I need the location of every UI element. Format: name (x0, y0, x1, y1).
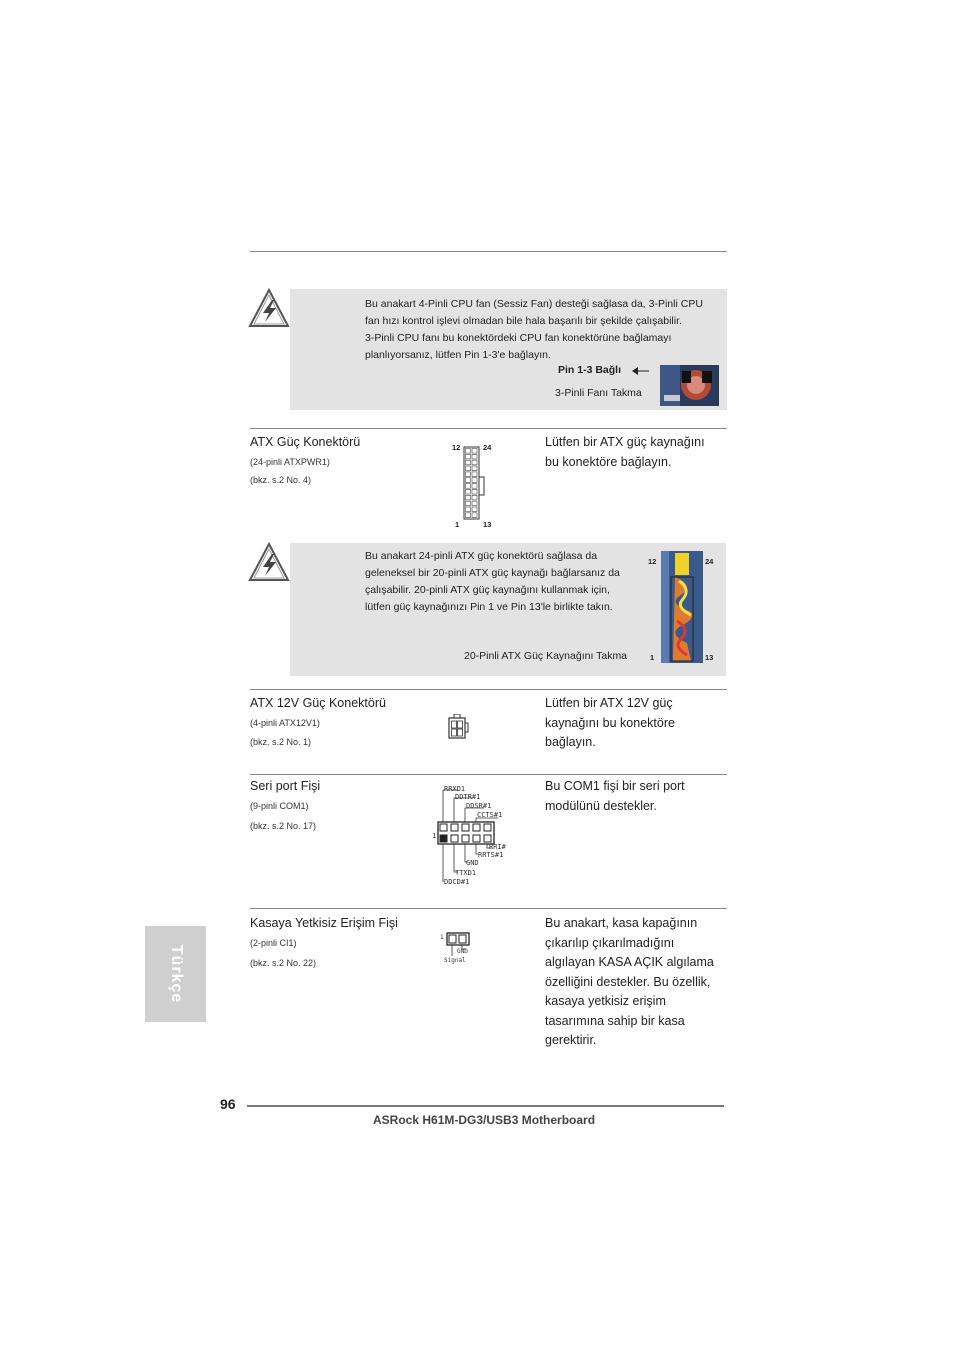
serial-title: Seri port Fişi (250, 779, 321, 793)
pin-label-gnd: GND (457, 948, 468, 955)
atx20-caption: 20-Pinli ATX Güç Kaynağını Takma (464, 650, 628, 662)
language-label: Türkçe (167, 944, 185, 1004)
desc-line: algılayan KASA AÇIK algılama (545, 955, 714, 969)
desc-line: bu konektöre bağlayın. (545, 454, 672, 469)
section-rule (250, 908, 727, 909)
pin-label-gnd: GND (466, 859, 479, 867)
serial-subtitle: (9-pinli COM1) (250, 801, 309, 811)
footer-product-name: ASRock H61M-DG3/USB3 Motherboard (373, 1113, 596, 1127)
desc-line: özelliğini destekler. Bu özellik, (545, 974, 711, 989)
desc-line: Bu anakart, kasa kapağının (545, 916, 698, 930)
note-line: geleneksel bir 20-pinli ATX güç kaynağı bağlarsanız da (365, 567, 620, 579)
pin-label: 24 (705, 557, 714, 566)
desc-line: modülünü destekler. (545, 798, 657, 813)
atx-20pin-photo (661, 551, 703, 663)
desc-line: kasaya yetkisiz erişim (545, 994, 666, 1008)
pin-label: 1 (650, 653, 655, 662)
desc-line: Bu COM1 fişi bir seri port (545, 779, 685, 793)
desc-line: çıkarılıp çıkarılmadığını (545, 935, 675, 950)
section-rule (250, 774, 727, 775)
desc-line: bağlayın. (545, 735, 596, 749)
pin-label-txd: TTXD1 (455, 869, 477, 877)
fan-connector-photo (660, 365, 719, 406)
fan-caption: 3-Pinli Fanı Takma (555, 387, 642, 399)
note-line: çalışabilir. 20-pinli ATX güç kaynağını kullanmak için, (365, 584, 610, 596)
pin-one-label: 1 (432, 832, 437, 840)
pin-label-rxd: RRXD1 (444, 785, 466, 793)
pin-one-label: 1 (440, 934, 444, 941)
chassis-subtitle: (2-pinli CI1) (250, 938, 297, 948)
atx12v-connector-diagram (448, 714, 470, 740)
atx-power-title: ATX Güç Konektörü (250, 435, 361, 449)
pin-label-dsr: DDSR#1 (466, 802, 492, 810)
pin-label: 12 (452, 443, 461, 452)
atx12v-description (545, 694, 675, 753)
pin-connected-label: Pin 1-3 Bağlı (558, 364, 622, 376)
atx-power-reference: (bkz. s.2 No. 4) (250, 475, 312, 485)
desc-line: kaynağını bu konektöre (545, 715, 675, 730)
chassis-description (545, 914, 714, 1051)
atx-power-description (545, 433, 705, 472)
desc-line: gerektirir. (545, 1033, 597, 1047)
pin-label: 12 (648, 557, 657, 566)
section-rule (250, 428, 727, 429)
cpu-fan-note-text (365, 296, 725, 364)
chassis-reference: (bkz. s.2 No. 22) (250, 958, 317, 968)
atx20-note-text (365, 548, 645, 616)
pin-label-dcd: DDCD#1 (444, 878, 470, 886)
chassis-title: Kasaya Yetkisiz Erişim Fişi (250, 916, 398, 930)
serial-description (545, 777, 685, 816)
section-rule (250, 689, 727, 690)
pin-label: 13 (483, 520, 492, 529)
pin-label-signal: Signal (444, 957, 466, 964)
atx12v-subtitle: (4-pinli ATX12V1) (250, 718, 320, 728)
page-number: 96 (220, 1096, 236, 1112)
footer-rule (247, 1105, 724, 1107)
note-line: fan hızı kontrol işlevi olmadan bile hala başarılı bir şekilde çalışabilir. (365, 315, 682, 327)
arrow-left-icon (632, 366, 650, 376)
atx12v-title: ATX 12V Güç Konektörü (250, 696, 386, 710)
atx12v-reference: (bkz. s.2 No. 1) (250, 737, 312, 747)
note-line: Bu anakart 24-pinli ATX güç konektörü sağlasa da (365, 550, 598, 562)
pin-label-dtr: DDTR#1 (455, 793, 481, 801)
desc-line: Lütfen bir ATX güç kaynağını (545, 435, 705, 449)
language-side-tab (145, 926, 206, 1022)
serial-reference: (bkz. s.2 No. 17) (250, 821, 317, 831)
note-line: planlıyorsanız, lütfen Pin 1-3'e bağlayın. (365, 349, 551, 361)
pin-label: 24 (483, 443, 492, 452)
pin-label-ri: RRI# (489, 843, 506, 851)
top-rule (250, 251, 727, 252)
warning-icon (248, 288, 290, 328)
pin-label: 13 (705, 653, 714, 662)
pin-label: 1 (455, 520, 460, 529)
warning-icon (248, 542, 290, 582)
note-line: lütfen güç kaynağınızı Pin 1 ve Pin 13'le birlikte takın. (365, 601, 613, 613)
desc-line: tasarımına sahip bir kasa (545, 1013, 685, 1028)
atx-24pin-connector-diagram (463, 446, 487, 520)
pin-label-cts: CCTS#1 (477, 811, 503, 819)
note-line: Bu anakart 4-Pinli CPU fan (Sessiz Fan) desteği sağlasa da, 3-Pinli CPU (365, 298, 703, 310)
desc-line: Lütfen bir ATX 12V güç (545, 696, 673, 710)
pin-label-rts: RRTS#1 (478, 851, 504, 859)
atx-power-subtitle: (24-pinli ATXPWR1) (250, 457, 330, 467)
note-line: 3-Pinli CPU fanı bu konektördeki CPU fan konektörüne bağlamayı (365, 332, 672, 344)
